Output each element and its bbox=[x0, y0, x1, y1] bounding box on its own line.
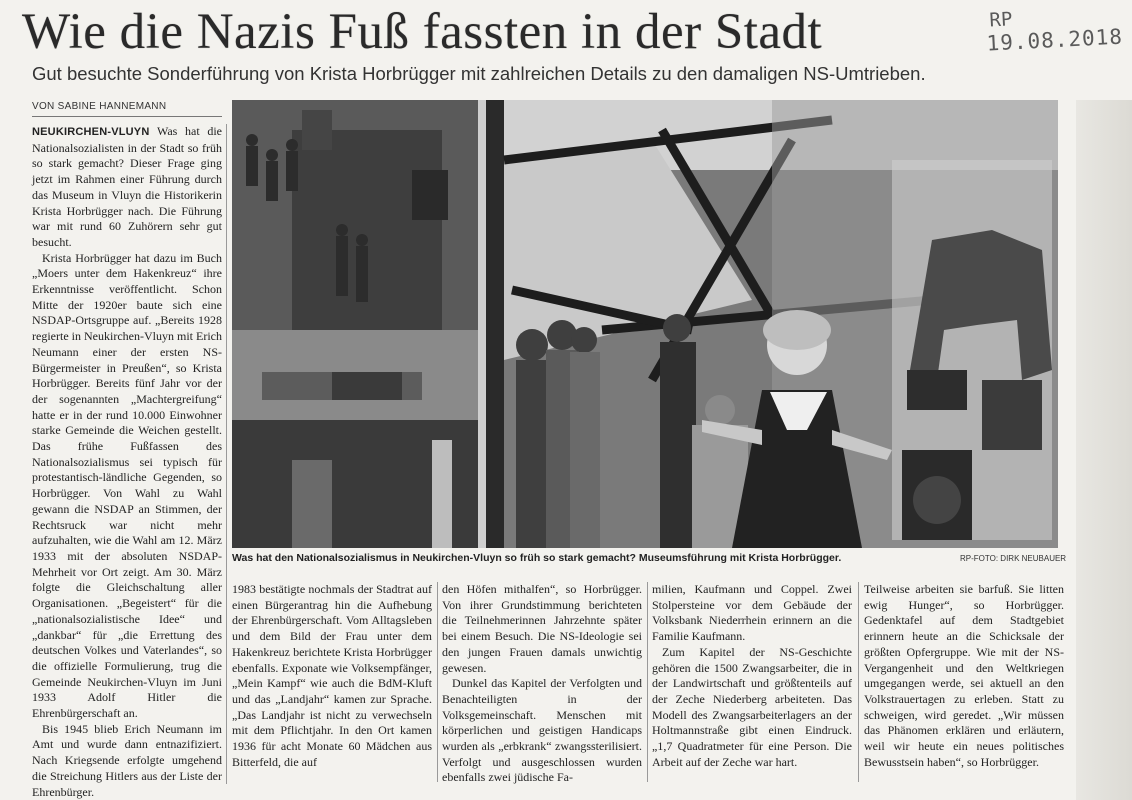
handwritten-source: RP bbox=[988, 8, 1013, 32]
paragraph: Krista Horbrügger hat dazu im Buch „Moers unter dem Hakenkreuz“ ihre Erkenntnisse veröffentlicht. Schon Mitte der 1920er baute sich eine NSDAP-Ortsgruppe auf. „Bereits 1928 regierte in Neukirchen-Vluyn mit Erich Neumann einer der ersten NS-Bürgermeister in Preußen“, so Krista Horbrügger. Bereits fünf Jahr vor der der sogenannten „Machtergreifung“ hatte er in der rund 10.000 Einwohner starke Gemeinde die Weichen gestellt. Das frühe Fußfassen des Nationalsozialismus sei typisch für protestantisch-ländliche Gegenden, so Horbrügger. Von Wahl zu Wahl gewann die NSDAP an Stimmen, der Rechtsruck war nicht mehr aufzuhalten, wie die Wahl am 12. März 1933 mit der absoluten NSDAP-Mehrheit vor Ort zeigt. Am 30. März folgte die Gleichschaltung aller Organisationen. „Begeistert“ für die „nationalsozialistische Idee“ und „dankbar“ für „die Errettung des deutschen Volkes und Vaterlandes“, so die offizielle Formulierung, trug die Gemeinde Neukirchen-Vluyn im Juni 1933 Adolf Hitler die Ehrenbürgerschaft an. bbox=[32, 250, 222, 721]
article-column-5 bbox=[864, 582, 1064, 782]
article-column-4 bbox=[652, 582, 852, 782]
column-divider bbox=[858, 582, 859, 782]
headline: Wie die Nazis Fuß fassten in der Stadt bbox=[22, 4, 823, 60]
column-divider bbox=[226, 124, 227, 784]
museum-photo-illustration bbox=[232, 100, 1058, 548]
article-photo bbox=[232, 100, 1058, 548]
photo-credit: RP-FOTO: DIRK NEUBAUER bbox=[960, 554, 1067, 563]
paragraph: 1983 bestätigte nochmals der Stadtrat auf einen Bürgerantrag hin die Aufhebung der Ehrenbürgerschaft. Vom Alltagsleben und dem Bild der Frau unter dem Hakenkreuz berichtete Krista Horbrügger ebenfalls. Exponate wie Volksempfänger, „Mein Kampf“ wie auch die BdM-Kluft und das „Landjahr“ kamen zur Sprache. „Das Landjahr ist nicht zu verwechseln mit dem Pflichtjahr. In den Ort kamen 1936 für acht Monate 60 Mädchen aus Bitterfeld, die auf bbox=[232, 582, 432, 769]
byline: VON SABINE HANNEMANN bbox=[32, 100, 222, 117]
article-column-2 bbox=[232, 582, 432, 782]
lead-paragraph bbox=[32, 124, 222, 251]
column-divider bbox=[647, 582, 648, 782]
paragraph: Zum Kapitel der NS-Geschichte gehören die 1500 Zwangsarbeiter, die in der Landwirtschaft und größtenteils auf der Zeche Niederberg arbeiteten. Das Modell des Zwangsarbeiterlagers an der Holtmannstraße gibt einen Eindruck. „1,7 Quadratmeter für eine Person. Die Arbeit auf der Zeche war hart. bbox=[652, 644, 852, 769]
paragraph: milien, Kaufmann und Coppel. Zwei Stolpersteine vor dem Gebäude der Volksbank Niederrhein erinnern an die Familie Kaufmann. bbox=[652, 582, 852, 644]
adjacent-page-edge bbox=[1076, 100, 1132, 800]
article-column-3 bbox=[442, 582, 642, 785]
handwritten-date-note bbox=[985, 2, 1127, 55]
handwritten-date: 19.08.2018 bbox=[986, 24, 1124, 56]
article-column-1 bbox=[32, 124, 222, 799]
paragraph: Dunkel das Kapitel der Verfolgten und Benachteiligten in der Volksgemeinschaft. Menschen mit körperlichen und geistigen Handicaps wurden als „erbkrank“ zwangssterilisiert. Verfolgt und ausgeschlossen wurden ebenfalls zwei jüdische Fa- bbox=[442, 676, 642, 785]
dateline-kicker: NEUKIRCHEN-VLUYN bbox=[32, 126, 150, 138]
lead-text: Was hat die Nationalsozialisten in der Stadt so früh so stark gemacht? Dieser Frage ging jetzt im Rahmen einer Führung durch das Museum in Vluyn die Historikerin Krista Horbrügger nach. Die Führung war mit rund 60 Zuhörern sehr gut besucht. bbox=[32, 124, 222, 249]
photo-caption: Was hat den Nationalsozialismus in Neukirchen-Vluyn so früh so stark gemacht? Museumsführung mit Krista Horbrügger. bbox=[232, 552, 842, 564]
column-divider bbox=[437, 582, 438, 782]
paragraph: Bis 1945 blieb Erich Neumann im Amt und wurde dann entnazifiziert. Nach Kriegsende erfolgte umgehend die Streichung Hitlers aus der Liste der Ehrenbürger. bbox=[32, 721, 222, 799]
paragraph: den Höfen mithalfen“, so Horbrügger. Von ihrer Grundstimmung berichteten die Teilnehmerinnen Jahrzehnte später bei einem Besuch. Die NS-Ideologie sei den jungen Frauen damals unwichtig gewesen. bbox=[442, 582, 642, 675]
subtitle: Gut besuchte Sonderführung von Krista Horbrügger mit zahlreichen Details zu den damaligen NS-Umtrieben. bbox=[32, 63, 926, 84]
paragraph: Teilweise arbeiten sie barfuß. Sie litten ewig Hunger“, so Horbrügger. Gedenktafel auf dem Stadtgebiet erinnern heute an die Schicksale der größten Opfergruppe. Wie mit der NS-Vergangenheit und den Weltkriegen umgegangen werde, sei aktuell an den Volkstrauertagen zu erleben. Statt zu schweigen, wird geredet. „Wir müssen das Phänomen erklären und erläutern, weil wir heute ein neues politisches Bewusstsein haben“, so Horbrügger. bbox=[864, 582, 1064, 769]
